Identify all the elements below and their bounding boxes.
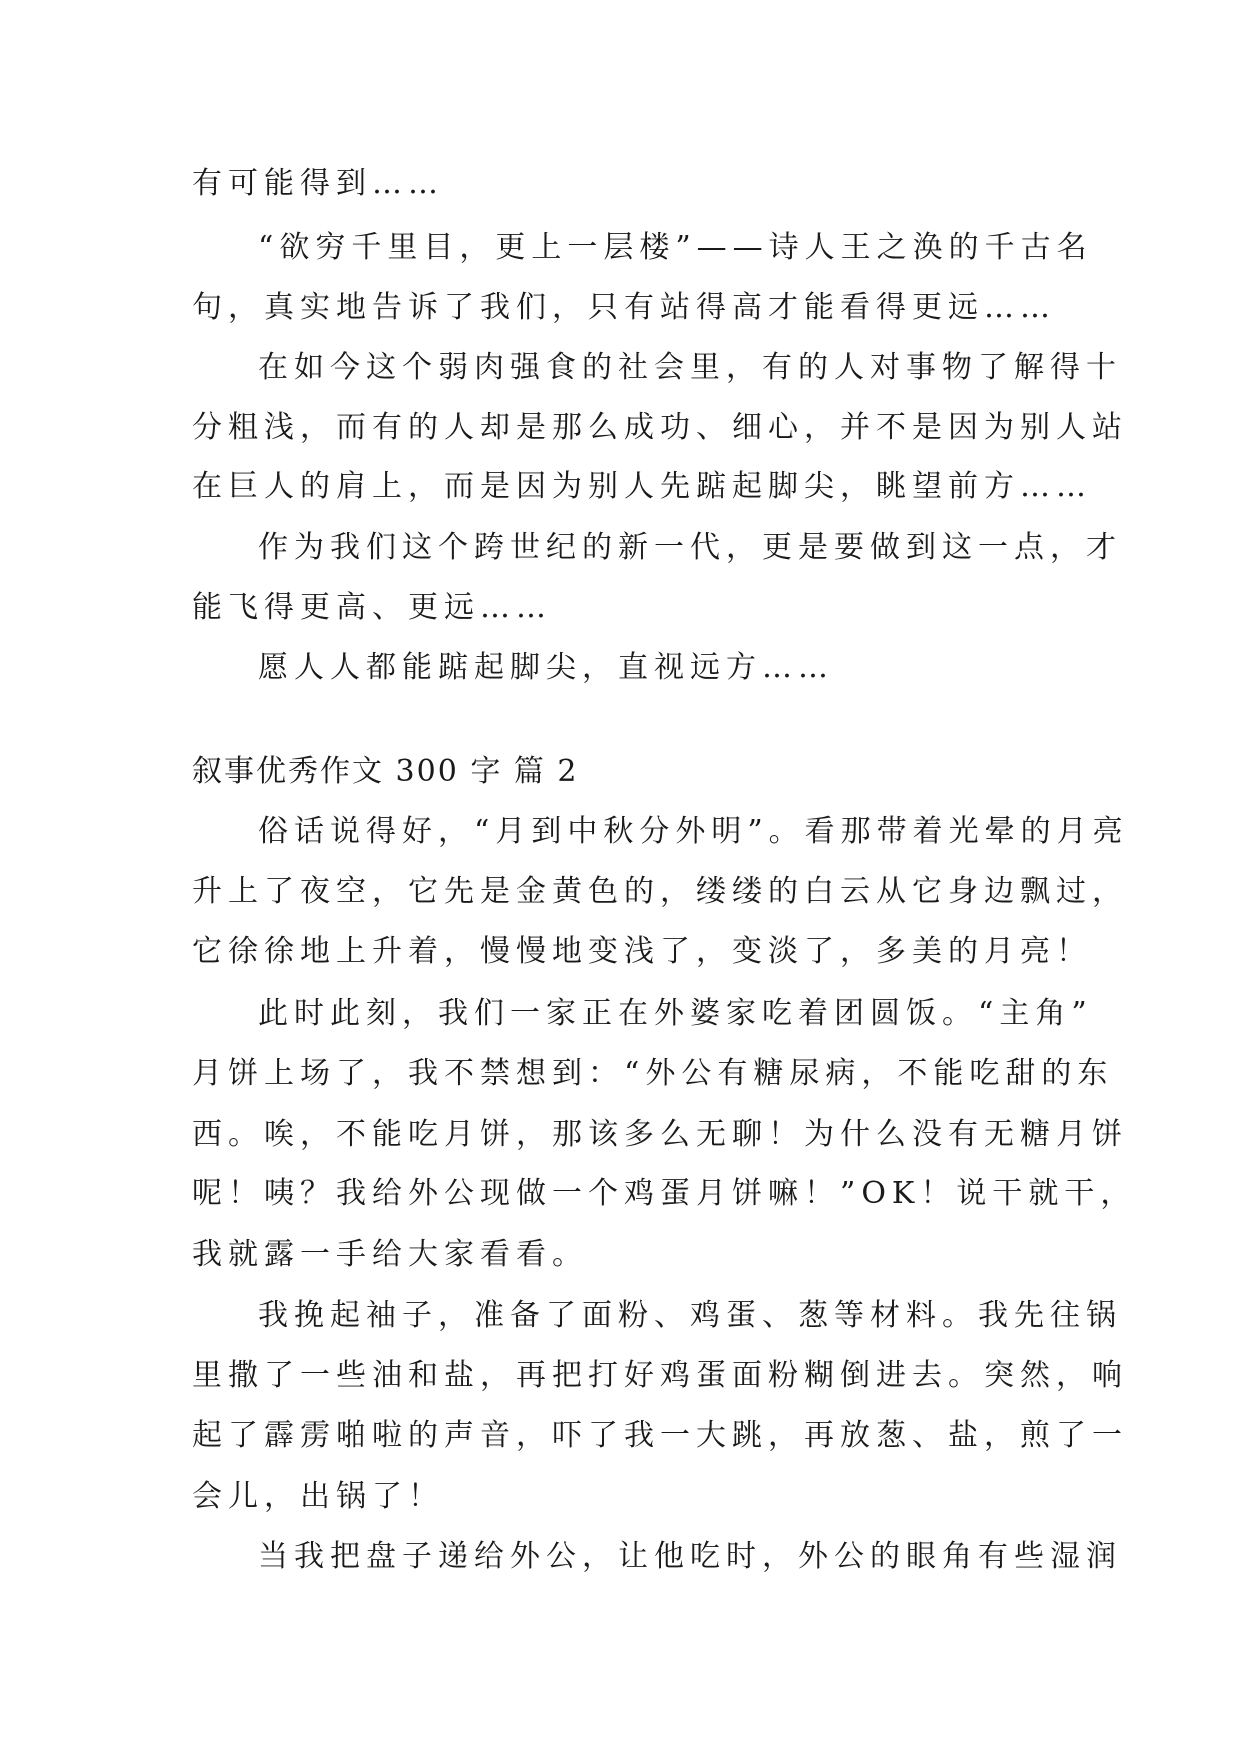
paragraph-line: 里撒了一些油和盐，再把打好鸡蛋面粉糊倒进去。突然，响: [192, 1358, 1128, 1393]
paragraph-line: 我就露一手给大家看看。: [192, 1237, 588, 1272]
paragraph-line: 它徐徐地上升着，慢慢地变浅了，变淡了，多美的月亮！: [192, 934, 1092, 969]
paragraph-line: 愿人人都能踮起脚尖，直视远方……: [258, 650, 834, 685]
paragraph-line: 月饼上场了，我不禁想到：“外公有糖尿病，不能吃甜的东: [192, 1056, 1114, 1091]
paragraph-line: 升上了夜空，它先是金黄色的，缕缕的白云从它身边飘过，: [192, 874, 1128, 909]
paragraph-line: 句，真实地告诉了我们，只有站得高才能看得更远……: [192, 290, 1056, 325]
paragraph-line: 起了霹雳啪啦的声音，吓了我一大跳，再放葱、盐，煎了一: [192, 1418, 1128, 1453]
paragraph-line: 能飞得更高、更远……: [192, 590, 552, 625]
paragraph-line: 当我把盘子递给外公，让他吃时，外公的眼角有些湿润: [258, 1539, 1122, 1574]
paragraph-line: 我挽起袖子，准备了面粉、鸡蛋、葱等材料。我先往锅: [258, 1298, 1122, 1333]
section-heading: 叙事优秀作文 300 字 篇 2: [192, 754, 579, 789]
paragraph-line: 此时此刻，我们一家正在外婆家吃着团圆饭。“主角”: [258, 996, 1093, 1031]
paragraph-line: 在如今这个弱肉强食的社会里，有的人对事物了解得十: [258, 350, 1122, 385]
paragraph-line: 俗话说得好，“月到中秋分外明”。看那带着光晕的月亮: [258, 814, 1129, 849]
paragraph-line: 作为我们这个跨世纪的新一代，更是要做到这一点，才: [258, 530, 1122, 565]
paragraph-line: 会儿，出锅了！: [192, 1479, 444, 1514]
paragraph-line: 西。唉，不能吃月饼，那该多么无聊！为什么没有无糖月饼: [192, 1117, 1128, 1152]
paragraph-line: 有可能得到……: [192, 166, 444, 201]
paragraph-line: 呢！咦？我给外公现做一个鸡蛋月饼嘛！”OK！说干就干，: [192, 1176, 1137, 1211]
paragraph-line: 在巨人的肩上，而是因为别人先踮起脚尖，眺望前方……: [192, 469, 1092, 504]
paragraph-line: 分粗浅，而有的人却是那么成功、细心，并不是因为别人站: [192, 410, 1128, 445]
paragraph-line: “欲穷千里目，更上一层楼”——诗人王之涣的千古名: [258, 230, 1093, 265]
